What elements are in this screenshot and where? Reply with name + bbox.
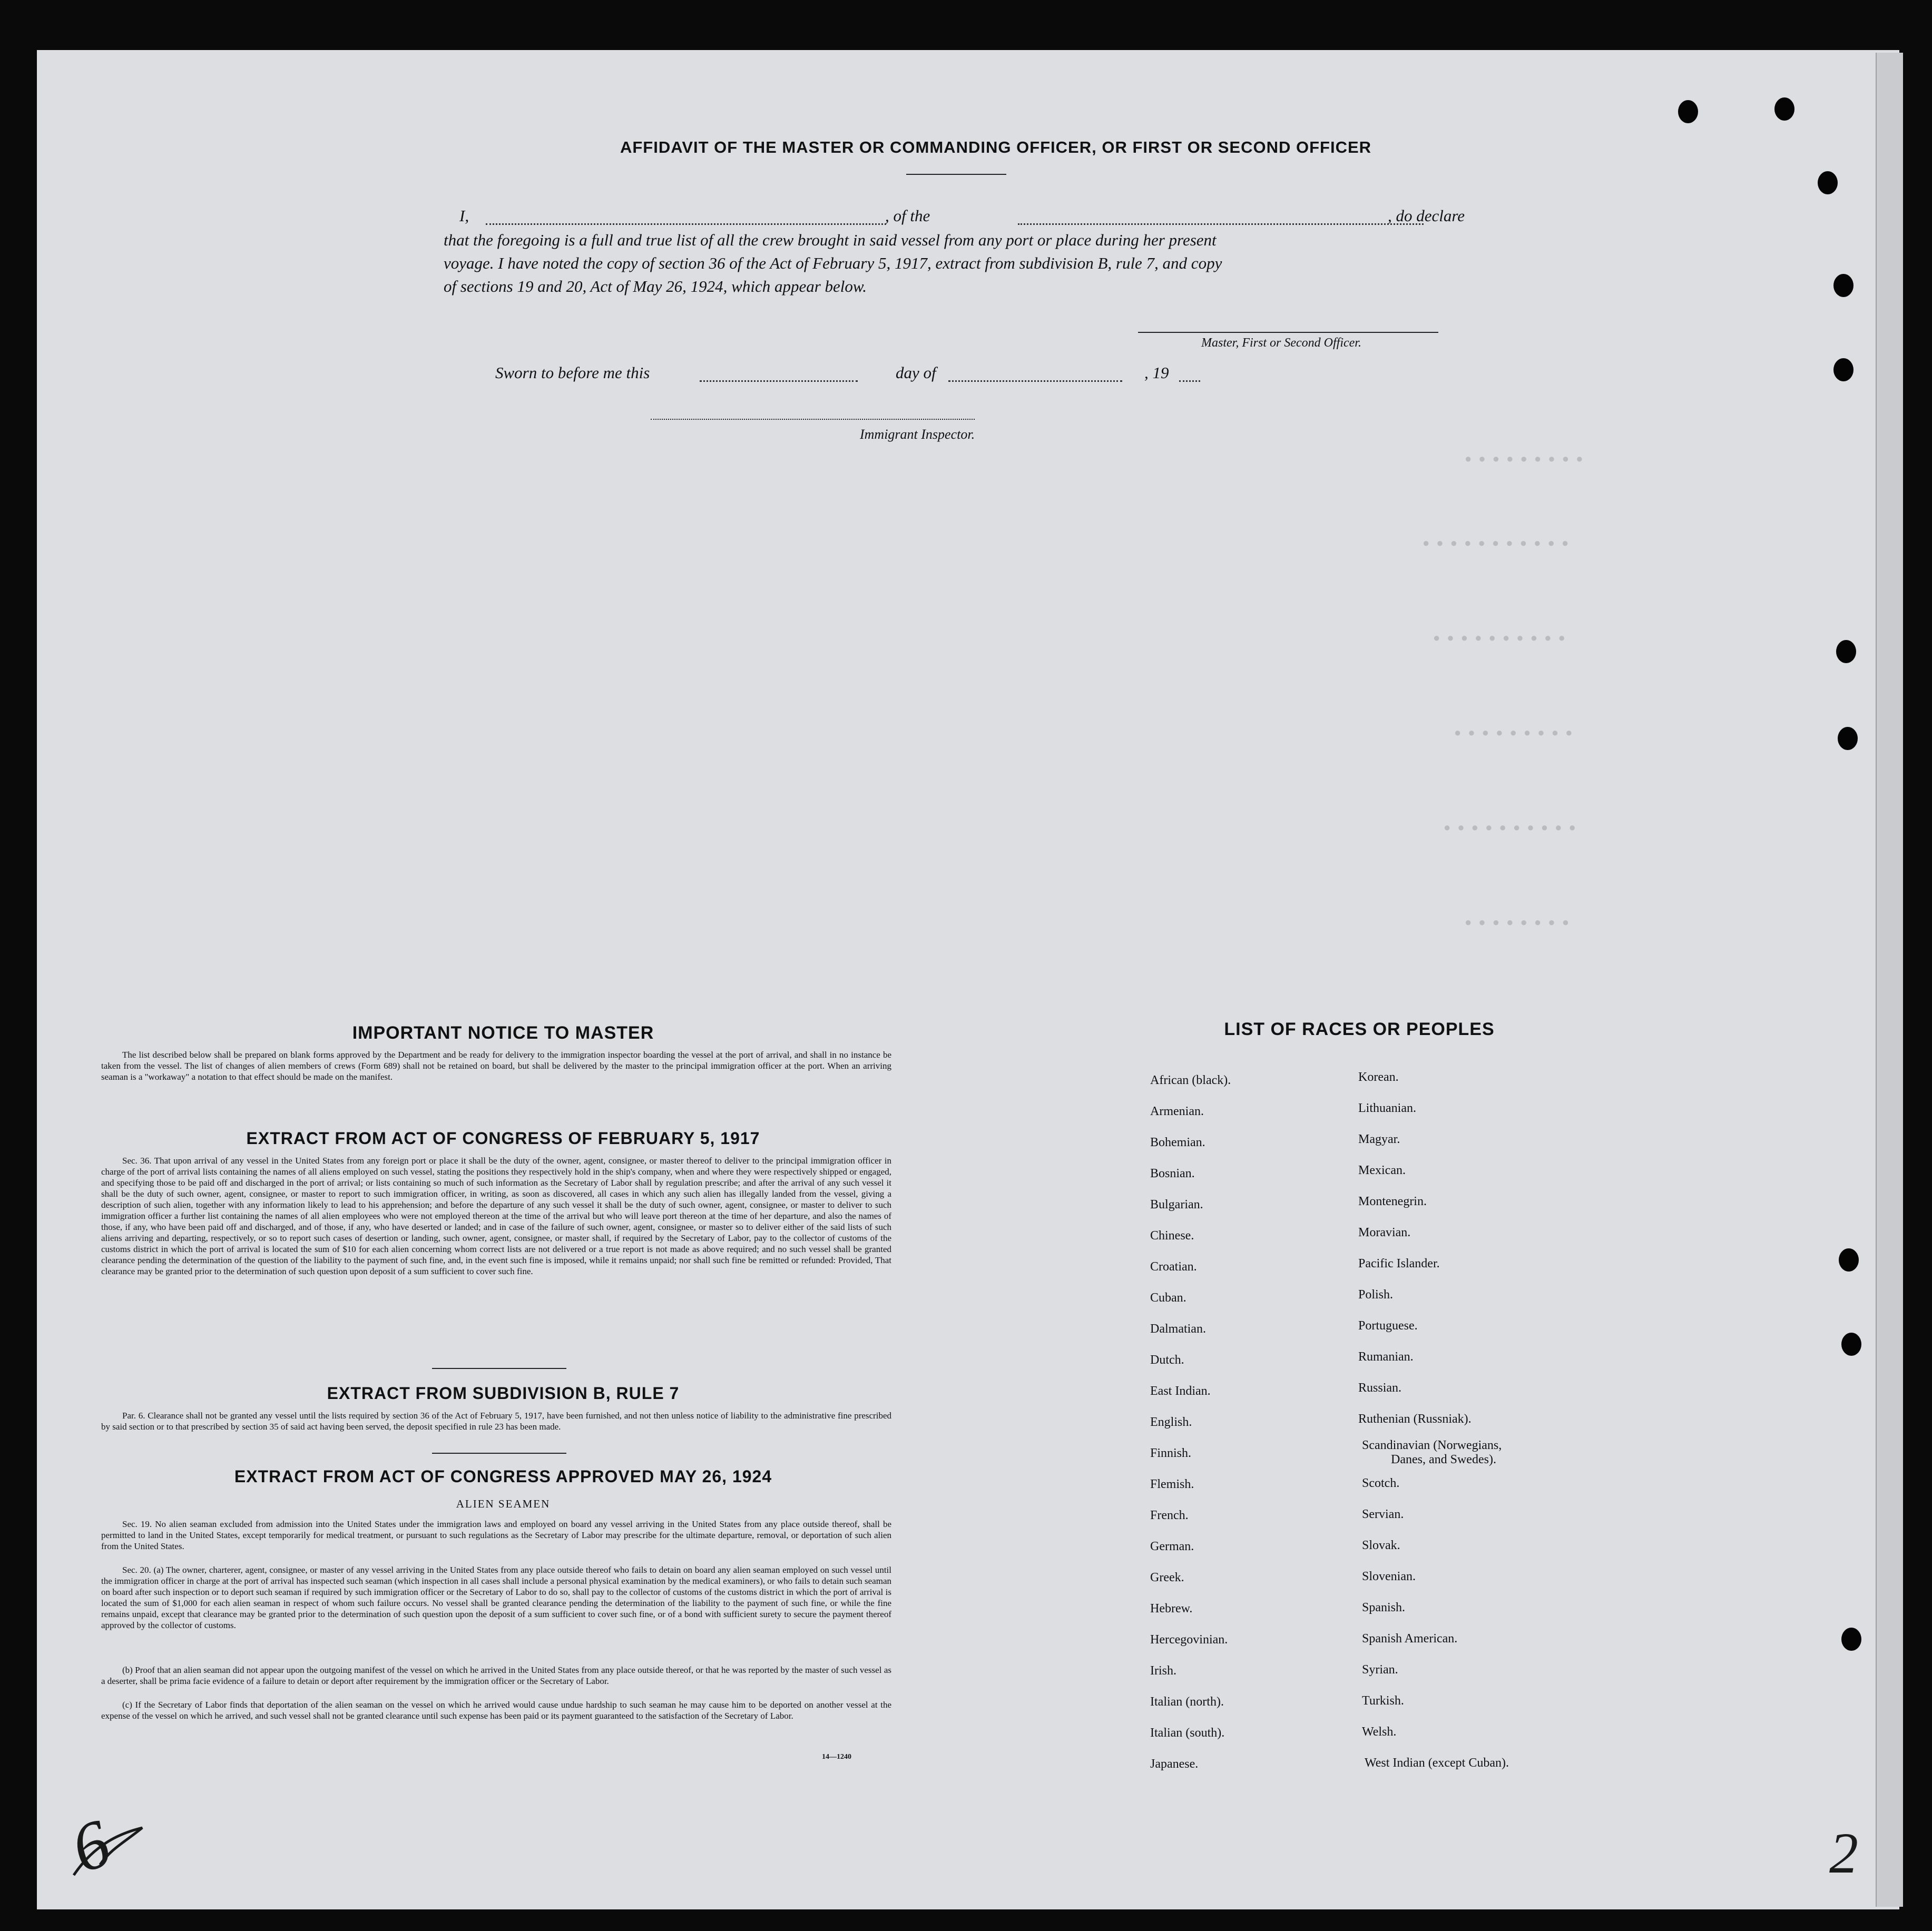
binder-hole [1841,1333,1861,1356]
binder-hole [1833,358,1853,381]
race-item: Spanish. [1362,1601,1406,1614]
affidavit-of-the: , of the [885,206,930,225]
race-item: Turkish. [1362,1694,1404,1708]
race-item: Spanish American. [1362,1632,1458,1646]
race-item: Bulgarian. [1150,1198,1203,1211]
rule7-body: Par. 6. Clearance shall not be granted any vessel until the lists required by section 36 of the Act of February 5, 1917, have been furnished, and not then unless notice of liability to the administrative fine prescribed by said section or to that prescribed by section 35 of said act having been served, the deposit specified in rule 23 has been made. [101,1411,891,1432]
race-item: German. [1150,1540,1194,1553]
affidavit-line1 [444,206,1476,228]
binder-hole [1838,727,1858,750]
sec20a-body: Sec. 20. (a) The owner, charterer, agent, consignee, or master of any vessel arriving in the United States from any place outside thereof who fails to detain on board any alien seaman employed on such vessel until the immigration officer in charge at the port of arrival has inspected such seaman (which inspection in all cases shall include a personal physical examination by the medical examiners), or who fails to detain such seaman on board after such inspection or to deport such seaman if required by such immigration officer or the Secretary of Labor to do so, shall pay to the collector of customs of the customs district in which the port of arrival is located the sum of $1,000 for each alien seaman in respect of whom such failure occurs. No vessel shall be granted clearance pending the determination of the liability to the payment of such fine, or while the fine remains unpaid, except that clearance may be granted prior to the determination of such question upon the deposit of a sum sufficient to cover such fine, or of a bond with sufficient surety to secure the payment thereof approved by the collector of customs. [101,1565,891,1630]
alien-seamen-subtitle: ALIEN SEAMEN [456,1497,551,1510]
extract-1924-title: EXTRACT FROM ACT OF CONGRESS APPROVED MAY 26, 1924 [234,1467,772,1486]
race-item: Syrian. [1362,1663,1398,1677]
handwritten-corner-mark: 2 [1829,1821,1858,1885]
race-item: English. [1150,1415,1192,1429]
sworn-month-field[interactable] [948,380,1122,382]
race-item: Irish. [1150,1664,1176,1678]
title-underline [906,174,1006,175]
rule7-title: EXTRACT FROM SUBDIVISION B, RULE 7 [327,1384,680,1403]
race-item: Chinese. [1150,1229,1194,1243]
binder-hole [1839,1248,1859,1272]
affidavit-line3: voyage. I have noted the copy of section 36 of the Act of February 5, 1917, extract from subdivision B, rule 7, and copy [444,254,1222,272]
binder-hole [1818,171,1838,194]
race-item: Slovak. [1362,1539,1400,1552]
race-item: French. [1150,1509,1189,1522]
affidavit-i: I, [459,206,469,225]
race-item: Hebrew. [1150,1602,1193,1615]
page-edge [1876,53,1903,1907]
extract-1917-body: Sec. 36. That upon arrival of any vessel in the United States from any foreign port or place it shall be the duty of the owner, agent, consignee, or master thereof to deliver to the principal immigration officer in charge of the port of arrival lists containing the names of all aliens employed on such vessel, stating the positions they respectively hold in the ship's company, when and where they were respectively shipped or engaged, and specifying those to be paid off and discharged in the port of arrival; or lists containing so much of such information as the Secretary of Labor shall by regulation prescribe; and after the arrival of any such vessel it shall be the duty of such owner, agent, consignee, or master to report to such immigration officer, in writing, as soon as discovered, all cases in which any such alien has illegally landed from the vessel, giving a description of such alien, together with any information likely to lead to his apprehension; and before the departure of any such vessel it shall be the duty of such owner, agent, consignee, or master to deliver to such immigration officer a further list containing the names of all alien employees who were not employed thereon at the time of the arrival but who will leave port thereon at the time of her departure, and also the names of those, if any, who have been paid off and discharged, and of those, if any, who have deserted or landed; and in case of the failure of such owner, agent, consignee, or master so to deliver either of the said lists of such aliens arriving and departing, respectively, or so to report such cases of desertion or landing, such owner, agent, consignee, or master shall, if required by the Secretary of Labor, pay to the collector of customs of the customs district in which the port of arrival is located the sum of $10 for each alien concerning whom correct lists are not delivered or a true report is not made as above required; and no such vessel shall be granted clearance pending the determination of the question of the liability to the payment of such fine, and, in the event such fine is imposed, while it remains unpaid; nor shall such fine be remitted or refunded: Provided, That clearance may be granted prior to the determination of such question upon deposit of a sum sufficient to cover such fine. [101,1156,891,1276]
race-item: Moravian. [1358,1226,1411,1239]
race-item: Croatian. [1150,1260,1197,1274]
race-item: Mexican. [1358,1164,1406,1177]
race-item: Russian. [1358,1381,1402,1395]
race-item: Italian (south). [1150,1726,1225,1740]
race-item: African (black). [1150,1073,1231,1087]
signature-line[interactable] [1138,332,1438,333]
race-item: Slovenian. [1362,1570,1416,1583]
form-number: 14—1240 [822,1753,851,1761]
sworn-line [495,363,1233,385]
divider [432,1453,566,1454]
race-item: Cuban. [1150,1291,1186,1305]
signature-label: Master, First or Second Officer. [1201,336,1361,350]
race-item: Portuguese. [1358,1319,1418,1333]
binder-hole [1833,274,1853,297]
vessel-field[interactable] [1018,223,1424,225]
race-item: Polish. [1358,1288,1394,1302]
race-item: Korean. [1358,1070,1399,1084]
notice-title: IMPORTANT NOTICE TO MASTER [352,1023,654,1043]
race-item: Hercegovinian. [1150,1633,1228,1647]
handwritten-page-number: 6 [62,1805,120,1888]
race-item: Ruthenian (Russniak). [1358,1412,1472,1426]
binder-hole [1678,100,1698,123]
race-item: Flemish. [1150,1477,1194,1491]
affidavit-declare: , do declare [1388,206,1465,225]
inspector-label: Immigrant Inspector. [860,427,975,442]
race-item: Pacific Islander. [1358,1257,1440,1270]
binder-hole [1836,640,1856,663]
race-item: Scandinavian (Norwegians, [1362,1439,1502,1452]
race-item: Bohemian. [1150,1136,1205,1149]
race-item: Armenian. [1150,1105,1204,1118]
race-item: Rumanian. [1358,1350,1414,1364]
sec20c-body: (c) If the Secretary of Labor finds that deportation of the alien seaman on the vessel on which he arrived would cause undue hardship to such seaman he may cause him to be deported on another vessel at the expense of the vessel on which he arrived, and such vessel shall not be granted clearance until such expense has been paid or its payment guaranteed to the satisfaction of the Secretary of Labor. [101,1700,891,1721]
handwritten-scribble [63,1812,158,1891]
binder-hole [1774,97,1794,121]
divider [432,1368,566,1369]
sec19-body: Sec. 19. No alien seaman excluded from admission into the United States under the immigration laws and employed on board any vessel arriving in the United States from any place outside thereof, shall be permitted to land in the United States, except temporarily for medical treatment, or pursuant to such regulations as the Secretary of Labor may prescribe for the ultimate departure, removal, or deportation of such alien from the United States. [101,1519,891,1551]
race-item: Danes, and Swedes). [1391,1453,1496,1466]
race-item: Servian. [1362,1508,1404,1521]
year-label: , 19 [1144,363,1169,382]
affidavit-title: AFFIDAVIT OF THE MASTER OR COMMANDING OFFICER, OR FIRST OR SECOND OFFICER [620,138,1372,156]
race-item: Dutch. [1150,1353,1184,1367]
race-item: Japanese. [1150,1757,1199,1771]
binder-hole [1841,1628,1861,1651]
race-item: Finnish. [1150,1446,1192,1460]
affidavit-line2: that the foregoing is a full and true list of all the crew brought in said vessel from any port or place during her present [444,231,1217,249]
race-item: Bosnian. [1150,1167,1195,1180]
race-item: East Indian. [1150,1384,1211,1398]
race-item: Italian (north). [1150,1695,1224,1709]
inspector-line[interactable] [651,419,975,420]
race-item: Montenegrin. [1358,1195,1427,1208]
race-item: Scotch. [1362,1476,1400,1490]
sworn-day-field[interactable] [700,380,858,382]
extract-1917-title: EXTRACT FROM ACT OF CONGRESS OF FEBRUARY 5, 1917 [246,1129,760,1148]
race-item: Dalmatian. [1150,1322,1206,1336]
races-title: LIST OF RACES OR PEOPLES [1224,1019,1495,1039]
race-item: Magyar. [1358,1132,1400,1146]
race-item: Lithuanian. [1358,1101,1416,1115]
sworn-label: Sworn to before me this [495,363,650,382]
day-of-label: day of [896,363,936,382]
affidavit-line4: of sections 19 and 20, Act of May 26, 1924, which appear below. [444,277,867,295]
name-field[interactable] [486,223,886,225]
notice-body: The list described below shall be prepared on blank forms approved by the Department and be ready for delivery to the immigration inspector boarding the vessel at the port of arrival, and shall in no instance be taken from the vessel. The list of changes of alien members of crews (Form 689) shall not be retained on board, but shall be delivered by the master to the principal immigration officer at the port. When an arriving seaman is a "workaway" a notation to that effect should be made on the manifest. [101,1050,891,1082]
sec20b-body: (b) Proof that an alien seaman did not appear upon the outgoing manifest of the vessel on which he arrived in the United States from any place outside thereof, or that he was reported by the master of such vessel as a deserter, shall be prima facie evidence of a failure to detain or deport after requirement by the immigration officer or the Secretary of Labor. [101,1665,891,1686]
race-item: Greek. [1150,1571,1184,1584]
sworn-year-field[interactable] [1179,380,1200,382]
race-item: West Indian (except Cuban). [1365,1756,1509,1770]
race-item: Welsh. [1362,1725,1397,1739]
